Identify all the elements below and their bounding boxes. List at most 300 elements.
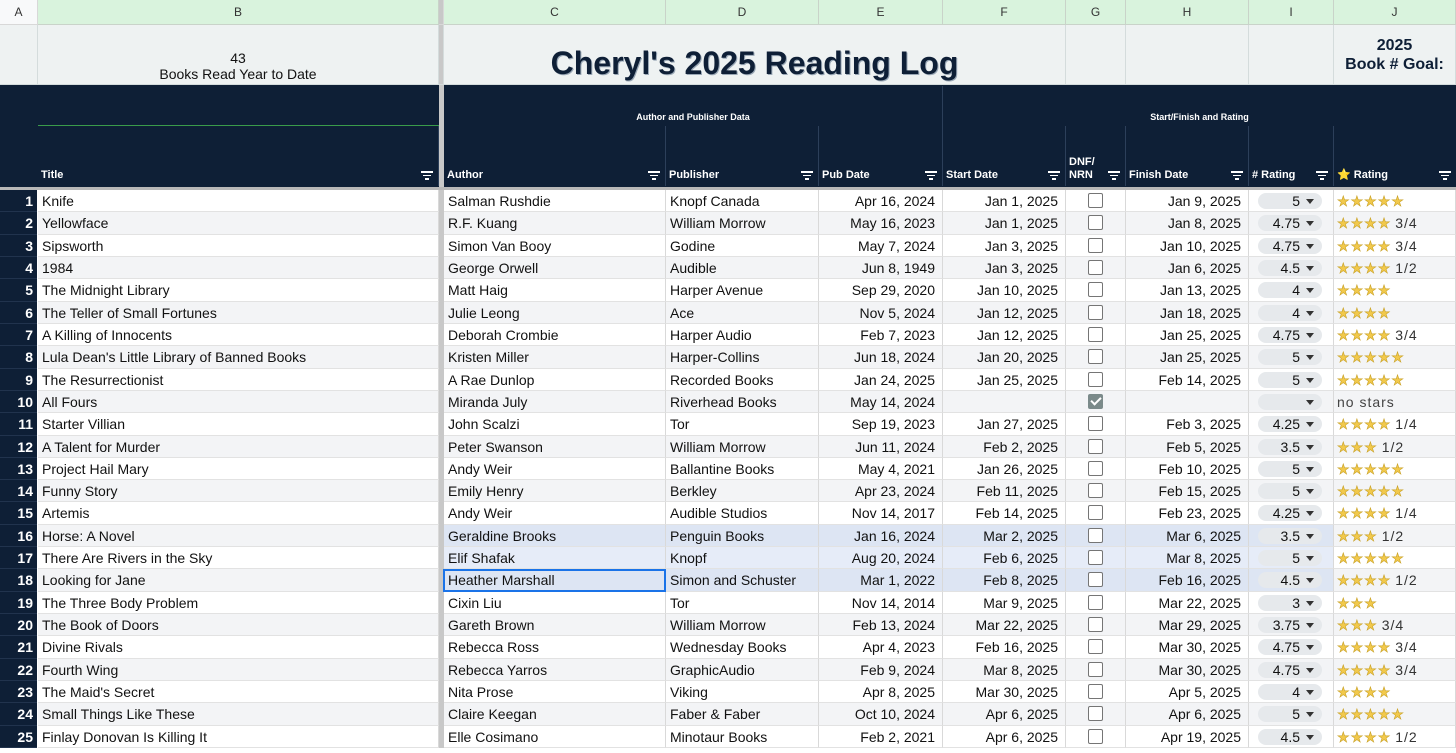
cell-start-date[interactable]: Feb 11, 2025 xyxy=(943,480,1066,502)
cell-dnf[interactable] xyxy=(1066,235,1126,257)
col-header-f[interactable] xyxy=(943,0,1066,25)
cell-start-date[interactable]: Jan 10, 2025 xyxy=(943,279,1066,302)
rating-dropdown[interactable]: 5 xyxy=(1258,706,1322,722)
row-number[interactable]: 13 xyxy=(0,458,37,480)
cell-pub-date[interactable]: May 14, 2024 xyxy=(819,391,943,413)
cell-num-rating[interactable] xyxy=(1249,726,1334,748)
cell-pub-date[interactable]: Apr 23, 2024 xyxy=(819,480,943,502)
checkbox[interactable] xyxy=(1088,193,1103,208)
cell-num-rating[interactable] xyxy=(1249,525,1334,547)
cell-dnf[interactable] xyxy=(1066,324,1126,346)
cell-start-date[interactable]: Apr 6, 2025 xyxy=(943,726,1066,748)
cell-pub-date[interactable]: May 7, 2024 xyxy=(819,235,943,257)
cell-publisher[interactable]: Knopf Canada xyxy=(666,190,819,212)
cell-finish-date[interactable]: Jan 6, 2025 xyxy=(1126,257,1249,279)
cell-dnf[interactable] xyxy=(1066,480,1126,502)
cell-start-date[interactable]: Mar 8, 2025 xyxy=(943,659,1066,681)
col-header-h[interactable] xyxy=(1126,0,1249,25)
cell-star-rating[interactable] xyxy=(1334,636,1456,659)
cell-pub-date[interactable]: Aug 20, 2024 xyxy=(819,547,943,569)
cell-title[interactable]: Small Things Like These xyxy=(38,703,439,726)
cell-num-rating[interactable] xyxy=(1249,369,1334,391)
cell-dnf[interactable] xyxy=(1066,525,1126,547)
cell-pub-date[interactable]: Oct 10, 2024 xyxy=(819,703,943,726)
col-header-e[interactable] xyxy=(819,0,943,25)
cell-pub-date[interactable]: Nov 5, 2024 xyxy=(819,302,943,324)
cell-start-date[interactable]: Mar 22, 2025 xyxy=(943,614,1066,636)
cell-author[interactable]: Rebecca Yarros xyxy=(444,659,666,681)
cell-start-date[interactable]: Feb 8, 2025 xyxy=(943,569,1066,592)
header-publisher[interactable] xyxy=(666,126,819,186)
row-number[interactable]: 14 xyxy=(0,480,37,502)
cell-finish-date[interactable]: Feb 5, 2025 xyxy=(1126,436,1249,458)
cell-publisher[interactable]: William Morrow xyxy=(666,614,819,636)
cell-dnf[interactable] xyxy=(1066,703,1126,726)
cell-finish-date[interactable]: Jan 10, 2025 xyxy=(1126,235,1249,257)
cell-author[interactable]: R.F. Kuang xyxy=(444,212,666,235)
row-number[interactable]: 11 xyxy=(0,413,37,436)
row-number[interactable]: 3 xyxy=(0,235,37,257)
cell-start-date[interactable]: Jan 27, 2025 xyxy=(943,413,1066,436)
checkbox[interactable] xyxy=(1088,215,1103,230)
filter-icon[interactable] xyxy=(421,171,433,180)
cell-finish-date[interactable]: Jan 25, 2025 xyxy=(1126,324,1249,346)
cell-publisher[interactable]: Ace xyxy=(666,302,819,324)
cell-finish-date[interactable]: Mar 30, 2025 xyxy=(1126,659,1249,681)
cell-finish-date[interactable]: Feb 16, 2025 xyxy=(1126,569,1249,592)
rating-dropdown[interactable]: 4.5 xyxy=(1258,260,1322,276)
cell-author[interactable]: John Scalzi xyxy=(444,413,666,436)
blank-cell[interactable] xyxy=(1066,25,1126,85)
cell-num-rating[interactable] xyxy=(1249,592,1334,614)
cell-start-date[interactable]: Mar 9, 2025 xyxy=(943,592,1066,614)
col-header-b[interactable] xyxy=(38,0,439,25)
books-read-cell[interactable] xyxy=(38,25,439,85)
cell-title[interactable]: The Maid's Secret xyxy=(38,681,439,703)
cell-star-rating[interactable] xyxy=(1334,324,1456,346)
cell-title[interactable]: The Teller of Small Fortunes xyxy=(38,302,439,324)
row-number[interactable]: 6 xyxy=(0,302,37,324)
cell-title[interactable]: The Three Body Problem xyxy=(38,592,439,614)
cell-publisher[interactable]: William Morrow xyxy=(666,436,819,458)
cell-num-rating[interactable] xyxy=(1249,458,1334,480)
rating-dropdown[interactable]: 4.25 xyxy=(1258,505,1322,521)
checkbox[interactable] xyxy=(1088,572,1103,587)
cell-start-date[interactable]: Feb 2, 2025 xyxy=(943,436,1066,458)
cell-publisher[interactable]: Wednesday Books xyxy=(666,636,819,659)
cell-num-rating[interactable] xyxy=(1249,346,1334,369)
cell-start-date[interactable]: Mar 2, 2025 xyxy=(943,525,1066,547)
rating-dropdown[interactable]: 5 xyxy=(1258,550,1322,566)
cell-finish-date[interactable]: Feb 10, 2025 xyxy=(1126,458,1249,480)
cell-title[interactable]: Fourth Wing xyxy=(38,659,439,681)
cell-publisher[interactable]: Harper-Collins xyxy=(666,346,819,369)
cell-title[interactable]: A Killing of Innocents xyxy=(38,324,439,346)
cell-star-rating[interactable] xyxy=(1334,659,1456,681)
header-star-rating[interactable] xyxy=(1334,126,1456,186)
cell-author[interactable]: George Orwell xyxy=(444,257,666,279)
row-number[interactable]: 8 xyxy=(0,346,37,369)
cell-pub-date[interactable]: Nov 14, 2014 xyxy=(819,592,943,614)
cell-finish-date[interactable]: Mar 6, 2025 xyxy=(1126,525,1249,547)
cell-dnf[interactable] xyxy=(1066,592,1126,614)
cell-finish-date[interactable]: Feb 15, 2025 xyxy=(1126,480,1249,502)
col-header-i[interactable] xyxy=(1249,0,1334,25)
cell-author[interactable]: Elif Shafak xyxy=(444,547,666,569)
checkbox[interactable] xyxy=(1088,282,1103,297)
cell-start-date[interactable] xyxy=(943,391,1066,413)
cell-pub-date[interactable]: Jan 24, 2025 xyxy=(819,369,943,391)
cell-title[interactable]: 1984 xyxy=(38,257,439,279)
cell-publisher[interactable]: Tor xyxy=(666,592,819,614)
filter-icon[interactable] xyxy=(1108,171,1120,180)
cell-num-rating[interactable] xyxy=(1249,502,1334,525)
cell-start-date[interactable]: Jan 3, 2025 xyxy=(943,257,1066,279)
rating-dropdown[interactable]: 4 xyxy=(1258,282,1322,298)
cell-num-rating[interactable] xyxy=(1249,480,1334,502)
cell-start-date[interactable]: Jan 25, 2025 xyxy=(943,369,1066,391)
header-dnf[interactable] xyxy=(1066,126,1126,186)
cell-publisher[interactable]: Recorded Books xyxy=(666,369,819,391)
rating-dropdown[interactable]: 4.75 xyxy=(1258,327,1322,343)
cell-finish-date[interactable]: Jan 13, 2025 xyxy=(1126,279,1249,302)
col-header-d[interactable] xyxy=(666,0,819,25)
header-finish-date[interactable] xyxy=(1126,126,1249,186)
checkbox[interactable] xyxy=(1088,729,1103,744)
cell-finish-date[interactable]: Jan 8, 2025 xyxy=(1126,212,1249,235)
cell-star-rating[interactable] xyxy=(1334,190,1456,212)
cell-dnf[interactable] xyxy=(1066,302,1126,324)
checkbox[interactable] xyxy=(1088,528,1103,543)
cell-start-date[interactable]: Jan 12, 2025 xyxy=(943,324,1066,346)
cell-publisher[interactable]: Knopf xyxy=(666,547,819,569)
cell-start-date[interactable]: Jan 1, 2025 xyxy=(943,212,1066,235)
rating-dropdown[interactable] xyxy=(1258,394,1322,410)
cell-author[interactable]: Salman Rushdie xyxy=(444,190,666,212)
cell-star-rating[interactable] xyxy=(1334,525,1456,547)
cell-author[interactable]: Andy Weir xyxy=(444,458,666,480)
cell-star-rating[interactable] xyxy=(1334,279,1456,302)
cell-dnf[interactable] xyxy=(1066,659,1126,681)
rating-dropdown[interactable]: 4.75 xyxy=(1258,639,1322,655)
rating-dropdown[interactable]: 3.5 xyxy=(1258,439,1322,455)
cell-title[interactable]: Lula Dean's Little Library of Banned Books xyxy=(38,346,439,369)
row-number[interactable]: 21 xyxy=(0,636,37,659)
cell-num-rating[interactable] xyxy=(1249,614,1334,636)
cell-finish-date[interactable] xyxy=(1126,391,1249,413)
row-number[interactable]: 24 xyxy=(0,703,37,726)
cell-publisher[interactable]: Faber & Faber xyxy=(666,703,819,726)
cell-start-date[interactable]: Jan 12, 2025 xyxy=(943,302,1066,324)
cell-author[interactable]: Nita Prose xyxy=(444,681,666,703)
cell-publisher[interactable]: Audible xyxy=(666,257,819,279)
cell-author[interactable]: Andy Weir xyxy=(444,502,666,525)
cell-publisher[interactable]: Ballantine Books xyxy=(666,458,819,480)
cell-num-rating[interactable] xyxy=(1249,391,1334,413)
cell-star-rating[interactable] xyxy=(1334,391,1456,413)
cell-pub-date[interactable]: Apr 8, 2025 xyxy=(819,681,943,703)
rating-dropdown[interactable]: 4.75 xyxy=(1258,662,1322,678)
row-number[interactable]: 5 xyxy=(0,279,37,302)
rating-dropdown[interactable]: 4 xyxy=(1258,684,1322,700)
header-num-rating[interactable] xyxy=(1249,126,1334,186)
cell-pub-date[interactable]: Apr 4, 2023 xyxy=(819,636,943,659)
cell-title[interactable]: Yellowface xyxy=(38,212,439,235)
cell-publisher[interactable]: Viking xyxy=(666,681,819,703)
title-cell[interactable] xyxy=(444,25,1066,85)
rating-dropdown[interactable]: 5 xyxy=(1258,349,1322,365)
cell-dnf[interactable] xyxy=(1066,413,1126,436)
checkbox[interactable] xyxy=(1088,483,1103,498)
blank-cell[interactable] xyxy=(1126,25,1249,85)
cell-num-rating[interactable] xyxy=(1249,659,1334,681)
cell-publisher[interactable]: Audible Studios xyxy=(666,502,819,525)
rating-dropdown[interactable]: 5 xyxy=(1258,461,1322,477)
cell-publisher[interactable]: Godine xyxy=(666,235,819,257)
header-start-date[interactable] xyxy=(943,126,1066,186)
rating-dropdown[interactable]: 3.75 xyxy=(1258,617,1322,633)
cell-pub-date[interactable]: Jan 16, 2024 xyxy=(819,525,943,547)
cell-publisher[interactable]: Riverhead Books xyxy=(666,391,819,413)
cell-publisher[interactable]: Harper Avenue xyxy=(666,279,819,302)
row-number[interactable]: 9 xyxy=(0,369,37,391)
row-number[interactable]: 23 xyxy=(0,681,37,703)
rating-dropdown[interactable]: 4 xyxy=(1258,305,1322,321)
cell-pub-date[interactable]: May 4, 2021 xyxy=(819,458,943,480)
rating-dropdown[interactable]: 4.75 xyxy=(1258,215,1322,231)
rating-dropdown[interactable]: 5 xyxy=(1258,193,1322,209)
cell-start-date[interactable]: Feb 6, 2025 xyxy=(943,547,1066,569)
cell-dnf[interactable] xyxy=(1066,458,1126,480)
cell-title[interactable]: The Book of Doors xyxy=(38,614,439,636)
cell-dnf[interactable] xyxy=(1066,369,1126,391)
cell-star-rating[interactable] xyxy=(1334,413,1456,436)
cell-finish-date[interactable]: Feb 3, 2025 xyxy=(1126,413,1249,436)
cell-author[interactable]: Emily Henry xyxy=(444,480,666,502)
row-number[interactable]: 1 xyxy=(0,190,37,212)
cell-finish-date[interactable]: Apr 5, 2025 xyxy=(1126,681,1249,703)
cell-author[interactable]: Geraldine Brooks xyxy=(444,525,666,547)
checkbox[interactable] xyxy=(1088,372,1103,387)
checkbox[interactable] xyxy=(1088,439,1103,454)
checkbox[interactable] xyxy=(1088,684,1103,699)
checkbox[interactable] xyxy=(1088,639,1103,654)
header-title[interactable] xyxy=(38,126,439,186)
checkbox[interactable] xyxy=(1088,706,1103,721)
cell-title[interactable]: Finlay Donovan Is Killing It xyxy=(38,726,439,748)
col-header-j[interactable] xyxy=(1334,0,1456,25)
row-number[interactable]: 17 xyxy=(0,547,37,569)
row-number[interactable]: 16 xyxy=(0,525,37,547)
cell-title[interactable]: Knife xyxy=(38,190,439,212)
cell-title[interactable]: Looking for Jane xyxy=(38,569,439,592)
cell-num-rating[interactable] xyxy=(1249,636,1334,659)
filter-icon[interactable] xyxy=(925,171,937,180)
cell-pub-date[interactable]: Nov 14, 2017 xyxy=(819,502,943,525)
cell-start-date[interactable]: Jan 1, 2025 xyxy=(943,190,1066,212)
filter-icon[interactable] xyxy=(648,171,660,180)
cell-dnf[interactable] xyxy=(1066,391,1126,413)
cell-title[interactable]: A Talent for Murder xyxy=(38,436,439,458)
rating-dropdown[interactable]: 3.5 xyxy=(1258,528,1322,544)
cell-finish-date[interactable]: Feb 14, 2025 xyxy=(1126,369,1249,391)
cell-author[interactable]: Heather Marshall xyxy=(444,569,666,592)
checkbox[interactable] xyxy=(1088,662,1103,677)
cell-start-date[interactable]: Jan 3, 2025 xyxy=(943,235,1066,257)
cell-num-rating[interactable] xyxy=(1249,569,1334,592)
cell-num-rating[interactable] xyxy=(1249,547,1334,569)
goal-cell[interactable] xyxy=(1334,25,1456,85)
checkbox[interactable] xyxy=(1088,327,1103,342)
cell-author[interactable]: Cixin Liu xyxy=(444,592,666,614)
cell-author[interactable]: Matt Haig xyxy=(444,279,666,302)
cell-pub-date[interactable]: May 16, 2023 xyxy=(819,212,943,235)
cell-dnf[interactable] xyxy=(1066,569,1126,592)
cell-num-rating[interactable] xyxy=(1249,190,1334,212)
cell-num-rating[interactable] xyxy=(1249,324,1334,346)
cell-star-rating[interactable] xyxy=(1334,726,1456,748)
cell-start-date[interactable]: Mar 30, 2025 xyxy=(943,681,1066,703)
header-pub-date[interactable] xyxy=(819,126,943,186)
cell-pub-date[interactable]: Jun 8, 1949 xyxy=(819,257,943,279)
cell-pub-date[interactable]: Sep 29, 2020 xyxy=(819,279,943,302)
cell-dnf[interactable] xyxy=(1066,726,1126,748)
row-number[interactable]: 20 xyxy=(0,614,37,636)
blank-cell[interactable] xyxy=(1249,25,1334,85)
cell-star-rating[interactable] xyxy=(1334,369,1456,391)
rating-dropdown[interactable]: 4.25 xyxy=(1258,416,1322,432)
filter-icon[interactable] xyxy=(1231,171,1243,180)
cell-title[interactable]: Funny Story xyxy=(38,480,439,502)
cell-publisher[interactable]: Penguin Books xyxy=(666,525,819,547)
cell-num-rating[interactable] xyxy=(1249,212,1334,235)
cell-pub-date[interactable]: Jun 11, 2024 xyxy=(819,436,943,458)
row-number[interactable]: 15 xyxy=(0,502,37,525)
cell-publisher[interactable]: Minotaur Books xyxy=(666,726,819,748)
cell-star-rating[interactable] xyxy=(1334,703,1456,726)
cell-publisher[interactable]: Tor xyxy=(666,413,819,436)
cell-author[interactable]: Elle Cosimano xyxy=(444,726,666,748)
cell-dnf[interactable] xyxy=(1066,257,1126,279)
cell-publisher[interactable]: Simon and Schuster xyxy=(666,569,819,592)
cell-star-rating[interactable] xyxy=(1334,480,1456,502)
cell-publisher[interactable]: William Morrow xyxy=(666,212,819,235)
cell-finish-date[interactable]: Feb 23, 2025 xyxy=(1126,502,1249,525)
cell-dnf[interactable] xyxy=(1066,346,1126,369)
cell-dnf[interactable] xyxy=(1066,212,1126,235)
col-header-g[interactable] xyxy=(1066,0,1126,25)
cell-dnf[interactable] xyxy=(1066,502,1126,525)
cell-author[interactable]: Claire Keegan xyxy=(444,703,666,726)
checkbox-checked[interactable] xyxy=(1088,394,1103,409)
cell-author[interactable]: Peter Swanson xyxy=(444,436,666,458)
rating-dropdown[interactable]: 5 xyxy=(1258,372,1322,388)
cell-finish-date[interactable]: Apr 6, 2025 xyxy=(1126,703,1249,726)
checkbox[interactable] xyxy=(1088,238,1103,253)
filter-icon[interactable] xyxy=(1439,171,1451,180)
checkbox[interactable] xyxy=(1088,305,1103,320)
col-header-c[interactable] xyxy=(444,0,666,25)
filter-icon[interactable] xyxy=(1316,171,1328,180)
cell-title[interactable]: Artemis xyxy=(38,502,439,525)
row-number[interactable]: 2 xyxy=(0,212,37,235)
cell-dnf[interactable] xyxy=(1066,636,1126,659)
cell-star-rating[interactable] xyxy=(1334,502,1456,525)
cell-start-date[interactable]: Apr 6, 2025 xyxy=(943,703,1066,726)
checkbox[interactable] xyxy=(1088,617,1103,632)
checkbox[interactable] xyxy=(1088,260,1103,275)
row-number[interactable]: 19 xyxy=(0,592,37,614)
row-number[interactable]: 12 xyxy=(0,436,37,458)
filter-icon[interactable] xyxy=(801,171,813,180)
cell-finish-date[interactable]: Jan 25, 2025 xyxy=(1126,346,1249,369)
cell-star-rating[interactable] xyxy=(1334,592,1456,614)
cell-title[interactable]: The Resurrectionist xyxy=(38,369,439,391)
cell-author[interactable]: Simon Van Booy xyxy=(444,235,666,257)
cell-num-rating[interactable] xyxy=(1249,703,1334,726)
cell-star-rating[interactable] xyxy=(1334,547,1456,569)
cell-star-rating[interactable] xyxy=(1334,614,1456,636)
cell-num-rating[interactable] xyxy=(1249,681,1334,703)
cell-start-date[interactable]: Feb 16, 2025 xyxy=(943,636,1066,659)
cell-author[interactable]: Rebecca Ross xyxy=(444,636,666,659)
cell-author[interactable]: Miranda July xyxy=(444,391,666,413)
cell-author[interactable]: Deborah Crombie xyxy=(444,324,666,346)
cell-dnf[interactable] xyxy=(1066,436,1126,458)
cell-dnf[interactable] xyxy=(1066,547,1126,569)
cell-finish-date[interactable]: Mar 22, 2025 xyxy=(1126,592,1249,614)
checkbox[interactable] xyxy=(1088,349,1103,364)
cell-pub-date[interactable]: Jun 18, 2024 xyxy=(819,346,943,369)
col-header-a[interactable] xyxy=(0,0,38,25)
cell-finish-date[interactable]: Apr 19, 2025 xyxy=(1126,726,1249,748)
checkbox[interactable] xyxy=(1088,595,1103,610)
cell-dnf[interactable] xyxy=(1066,190,1126,212)
cell-num-rating[interactable] xyxy=(1249,413,1334,436)
row-number[interactable]: 18 xyxy=(0,569,37,592)
cell-star-rating[interactable] xyxy=(1334,681,1456,703)
rating-dropdown[interactable]: 4.5 xyxy=(1258,572,1322,588)
checkbox[interactable] xyxy=(1088,550,1103,565)
cell-publisher[interactable]: Harper Audio xyxy=(666,324,819,346)
cell-pub-date[interactable]: Apr 16, 2024 xyxy=(819,190,943,212)
cell-title[interactable]: The Midnight Library xyxy=(38,279,439,302)
row-number[interactable]: 25 xyxy=(0,726,37,748)
cell-dnf[interactable] xyxy=(1066,681,1126,703)
checkbox[interactable] xyxy=(1088,461,1103,476)
cell-publisher[interactable]: GraphicAudio xyxy=(666,659,819,681)
cell-author[interactable]: A Rae Dunlop xyxy=(444,369,666,391)
row-number[interactable]: 7 xyxy=(0,324,37,346)
cell-star-rating[interactable] xyxy=(1334,235,1456,257)
cell-pub-date[interactable]: Sep 19, 2023 xyxy=(819,413,943,436)
cell-title[interactable]: Horse: A Novel xyxy=(38,525,439,547)
cell-star-rating[interactable] xyxy=(1334,436,1456,458)
cell-star-rating[interactable] xyxy=(1334,569,1456,592)
cell-num-rating[interactable] xyxy=(1249,235,1334,257)
cell-finish-date[interactable]: Mar 8, 2025 xyxy=(1126,547,1249,569)
cell-star-rating[interactable] xyxy=(1334,257,1456,279)
cell-start-date[interactable]: Jan 20, 2025 xyxy=(943,346,1066,369)
cell-pub-date[interactable]: Feb 9, 2024 xyxy=(819,659,943,681)
rating-dropdown[interactable]: 3 xyxy=(1258,595,1322,611)
cell-finish-date[interactable]: Jan 9, 2025 xyxy=(1126,190,1249,212)
cell-start-date[interactable]: Jan 26, 2025 xyxy=(943,458,1066,480)
cell-star-rating[interactable] xyxy=(1334,302,1456,324)
checkbox[interactable] xyxy=(1088,416,1103,431)
cell-finish-date[interactable]: Mar 30, 2025 xyxy=(1126,636,1249,659)
rating-dropdown[interactable]: 5 xyxy=(1258,483,1322,499)
